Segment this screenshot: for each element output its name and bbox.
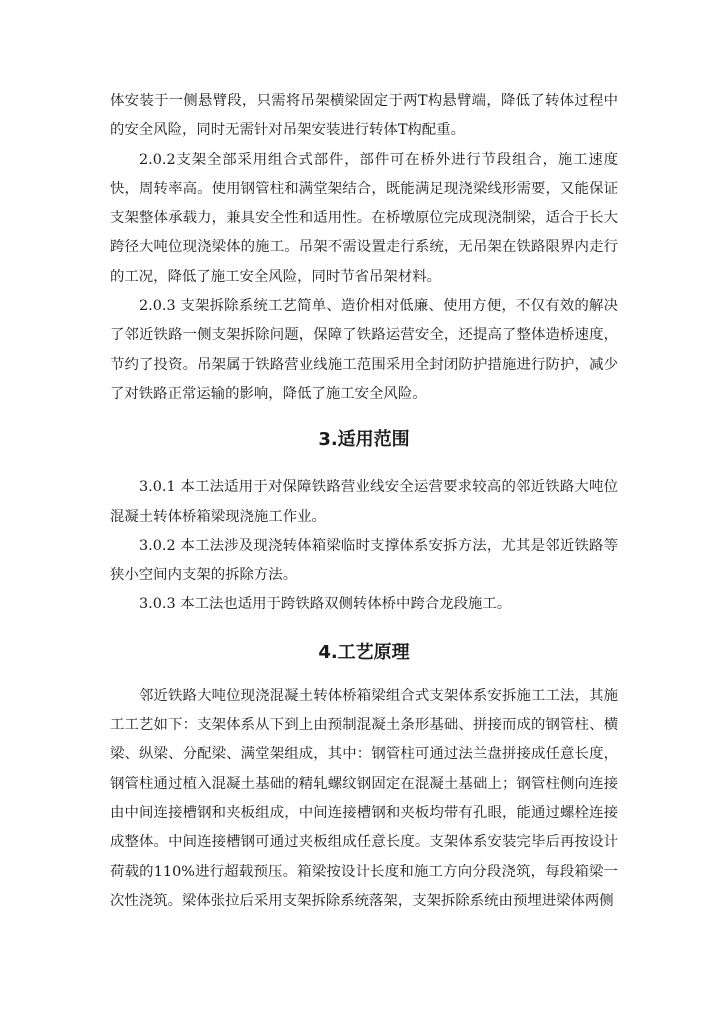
section-4-body	[110, 682, 618, 916]
paragraph-4-body: 邻近铁路大吨位现浇混凝土转体桥箱梁组合式支架体系安拆施工工法，其施工工艺如下：支架体系从下到上由预制混凝土条形基础、拼接而成的钢管柱、横梁、纵梁、分配梁、满堂架组成，其中：钢管柱可通过法兰盘拼接成任意长度，钢管柱通过植入混凝土基础的精轧螺纹钢固定在混凝土基础上；钢管柱侧向连接由中间连接槽钢和夹板组成，中间连接槽钢和夹板均带有孔眼，能通过螺栓连接成整体。中间连接槽钢可通过夹板组成任意长度。支架体系安装完毕后再按设计荷载的110%进行超载预压。箱梁按设计长度和施工方向分段浇筑，每段箱梁一次性浇筑。梁体张拉后采用支架拆除系统落架，支架拆除系统由预埋进梁体两侧	[110, 687, 618, 909]
section-4-heading: 4.工艺原理	[318, 641, 410, 663]
section-3-heading: 3.适用范围	[318, 429, 410, 451]
paragraph-3-0-1: 3.0.1 本工法适用于对保障铁路营业线安全运营要求较高的邻近铁路大吨位混凝土转体桥箱梁现浇施工作业。	[110, 479, 618, 525]
paragraph-continued: 体安装于一侧悬臂段，只需将吊架横梁固定于两T构悬臂端，降低了转体过程中的安全风险，同时无需针对吊架安装进行转体T构配重。	[110, 93, 618, 139]
paragraph-2-0-3: 2.0.3 支架拆除系统工艺简单、造价相对低廉、使用方便，不仅有效的解决了邻近铁路一侧支架拆除问题，保障了铁路运营安全，还提高了整体造桥速度，节约了投资。吊架属于铁路营业线施工范围采用全封闭防护措施进行防护，减少了对铁路正常运输的影响，降低了施工安全风险。	[110, 298, 618, 402]
section-3-body	[110, 473, 618, 619]
paragraph-2-0-2: 2.0.2支架全部采用组合式部件，部件可在桥外进行节段组合，施工速度快，周转率高。使用钢管柱和满堂架结合，既能满足现浇梁线形需要，又能保证支架整体承载力，兼具安全性和适用性。在桥墩原位完成现浇制梁，适合于长大跨径大吨位现浇梁体的施工。吊架不需设置走行系统，无吊架在铁路限界内走行的工况，降低了施工安全风险，同时节省吊架材料。	[110, 151, 618, 285]
paragraph-3-0-2: 3.0.2 本工法涉及现浇转体箱梁临时支撑体系安拆方法，尤其是邻近铁路等狭小空间内支架的拆除方法。	[110, 537, 618, 584]
top-section	[110, 87, 618, 409]
paragraph-3-0-3: 3.0.3 本工法也适用于跨铁路双侧转体桥中跨合龙段施工。	[139, 596, 512, 613]
